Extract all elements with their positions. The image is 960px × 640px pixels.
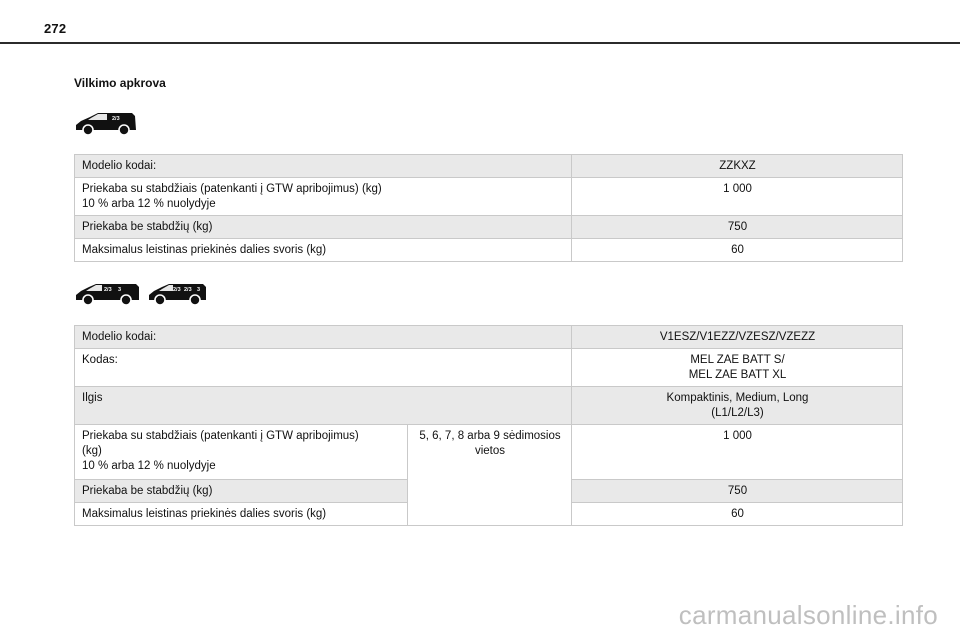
van-icon-short bbox=[74, 110, 138, 136]
seat-label: 2/3 bbox=[104, 287, 112, 293]
table-row bbox=[75, 387, 903, 425]
row-value: 750 bbox=[572, 216, 903, 239]
row-value: 750 bbox=[572, 480, 903, 503]
row-label: Priekaba be stabdžių (kg) bbox=[75, 216, 572, 239]
row-value: Kompaktinis, Medium, Long (L1/L2/L3) bbox=[572, 387, 903, 425]
row-label: Modelio kodai: bbox=[75, 155, 572, 178]
row-label: Maksimalus leistinas priekinės dalies svoris (kg) bbox=[75, 503, 408, 526]
seat-label: 3 bbox=[197, 287, 201, 293]
table-row bbox=[75, 239, 903, 262]
seat-label: 2/3 bbox=[184, 287, 192, 293]
table-row bbox=[75, 216, 903, 239]
row-label: Priekaba su stabdžiais (patenkanti į GTW apribojimus) (kg) 10 % arba 12 % nuolydyje bbox=[75, 178, 572, 216]
seat-label: 3 bbox=[118, 287, 122, 293]
row-value: 60 bbox=[572, 503, 903, 526]
towing-table-2 bbox=[74, 325, 903, 526]
row-label: Priekaba su stabdžiais (patenkanti į GTW apribojimus) (kg) 10 % arba 12 % nuolydyje bbox=[75, 425, 408, 480]
header-rule bbox=[0, 42, 960, 44]
row-label: Ilgis bbox=[75, 387, 572, 425]
row-value: MEL ZAE BATT S/ MEL ZAE BATT XL bbox=[572, 349, 903, 387]
towing-table-1 bbox=[74, 154, 903, 262]
seat-label: 2/3 bbox=[112, 116, 120, 122]
van-icon-long bbox=[147, 282, 207, 306]
table-row bbox=[75, 178, 903, 216]
seat-label: 2/3 bbox=[173, 287, 181, 293]
page-number: 272 bbox=[44, 21, 67, 36]
van-icon-medium bbox=[74, 282, 140, 306]
row-label: Priekaba be stabdžių (kg) bbox=[75, 480, 408, 503]
row-value: 1 000 bbox=[572, 178, 903, 216]
table-row bbox=[75, 425, 903, 480]
row-value: 60 bbox=[572, 239, 903, 262]
row-value: V1ESZ/V1EZZ/VZESZ/VZEZZ bbox=[572, 326, 903, 349]
seats-note: 5, 6, 7, 8 arba 9 sėdimosios vietos bbox=[408, 425, 572, 526]
row-value: 1 000 bbox=[572, 425, 903, 480]
row-label: Maksimalus leistinas priekinės dalies svoris (kg) bbox=[75, 239, 572, 262]
table-row bbox=[75, 326, 903, 349]
table-row bbox=[75, 155, 903, 178]
row-label: Modelio kodai: bbox=[75, 326, 572, 349]
row-label: Kodas: bbox=[75, 349, 572, 387]
row-value: ZZKXZ bbox=[572, 155, 903, 178]
watermark: carmanualsonline.info bbox=[678, 600, 938, 630]
section-title: Vilkimo apkrova bbox=[74, 76, 166, 90]
table-row bbox=[75, 349, 903, 387]
